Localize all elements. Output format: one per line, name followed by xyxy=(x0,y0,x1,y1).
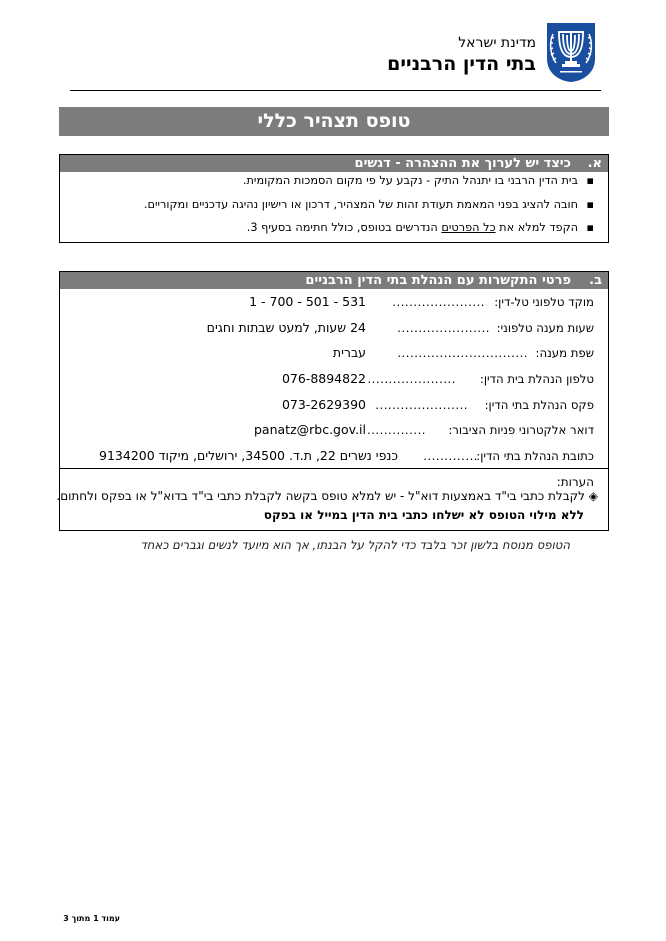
state-emblem-icon xyxy=(545,21,597,83)
field-label: דואר אלקטרוני פניות הציבור: xyxy=(448,423,594,437)
bullet-icon: ▪ xyxy=(586,221,594,234)
field-label: פקס הנהלת בתי הדין: xyxy=(484,398,594,412)
field-label: טלפון הנהלת בית הדין: xyxy=(479,372,594,386)
section-b-header xyxy=(60,272,608,289)
contact-row-email: דואר אלקטרוני פניות הציבור: .............. panatz@rbc.gov.il xyxy=(254,422,594,437)
section-b-contact-details xyxy=(56,271,609,531)
section-a-title: כיצד יש לערוך את ההצהרה - דגשים xyxy=(354,156,571,171)
diamond-bullet-icon: ◈ xyxy=(588,489,598,503)
list-item: ▪ חובה להציג בפני המאמת תעודת זהות של המצהיר, דרכון או רישיון נהיגה עדכניים ומקוריים. xyxy=(143,198,594,211)
section-b-letter: ב. xyxy=(589,273,602,288)
header-divider xyxy=(70,90,601,91)
field-value: panatz@rbc.gov.il xyxy=(254,422,366,437)
contact-row-fax: פקס הנהלת בתי הדין: ...................... 073-2629390 xyxy=(281,397,594,412)
field-value: 076-8894822 xyxy=(281,371,366,386)
field-label: שעות מענה טלפוני: xyxy=(496,321,594,335)
state-name: מדינת ישראל xyxy=(458,35,536,51)
field-value: 073-2629390 xyxy=(281,397,366,412)
field-label: כתובת הנהלת בתי הדין: xyxy=(476,449,594,463)
field-value: 24 שעות, למעט שבתות וחגים xyxy=(206,320,366,335)
notes-divider xyxy=(60,468,608,469)
section-a-letter: א. xyxy=(587,156,602,171)
contact-row-hours: שעות מענה טלפוני: ...................... 24 שעות, למעט שבתות וחגים xyxy=(206,320,594,335)
field-value: כנפי נשרים 22, ת.ד. 34500, ירושלים, מיקוד 9134200 xyxy=(99,448,398,463)
contact-row-court-phone: טלפון הנהלת בית הדין: ..................... 076-8894822 xyxy=(281,371,594,386)
field-label: מוקד טלפוני טל-דין: xyxy=(494,295,594,309)
contact-row-address: כתובת הנהלת בתי הדין: ............. כנפי נשרים 22, ת.ד. 34500, ירושלים, מיקוד 9134200 xyxy=(99,448,594,463)
bullet-icon: ▪ xyxy=(586,174,594,187)
gender-footnote: הטופס מנוסח בלשון זכר בלבד כדי להקל על הבנתו, אך הוא מיועד לנשים וגברים כאחד xyxy=(140,538,570,552)
underlined-text: כל הפרטים xyxy=(441,221,496,234)
field-label: שפת מענה: xyxy=(535,346,594,360)
field-value: עברית xyxy=(332,345,366,360)
bullet-icon: ▪ xyxy=(586,198,594,211)
list-item: ▪ בית הדין הרבני בו יתנהל התיק - נקבע על פי מקום הסמכות המקומית. xyxy=(242,174,594,187)
field-value: 1 - 700 - 501 - 531 xyxy=(249,294,366,309)
court-name: בתי הדין הרבניים xyxy=(387,53,536,75)
contact-row-language: שפת מענה: ............................... עברית xyxy=(332,345,594,360)
form-title: טופס תצהיר כללי xyxy=(59,107,609,136)
note-warning: ללא מילוי הטופס לא ישלחו כתבי בית הדין במייל או בפקס xyxy=(263,508,584,522)
notes-title: הערות: xyxy=(556,475,594,489)
section-a-header xyxy=(60,155,608,172)
section-a-guidelines xyxy=(59,154,609,243)
note-item: ◈ לקבלת כתבי בי"ד באמצעות דוא"ל - יש למלא טופס בקשה לקבלת כתבי בי"ד בדוא"ל או בפקס ולחתום. xyxy=(56,489,598,503)
section-b-title: פרטי התקשרות עם הנהלת בתי הדין הרבניים xyxy=(305,273,571,288)
page-number: עמוד 1 מתוך 3 xyxy=(63,914,120,923)
contact-row-phone-center: מוקד טלפוני טל-דין: ...................... 1 - 700 - 501 - 531 xyxy=(249,294,594,309)
list-item: ▪ הקפד למלא את כל הפרטים הנדרשים בטופס, כולל חתימה בסעיף 3. xyxy=(246,221,594,234)
